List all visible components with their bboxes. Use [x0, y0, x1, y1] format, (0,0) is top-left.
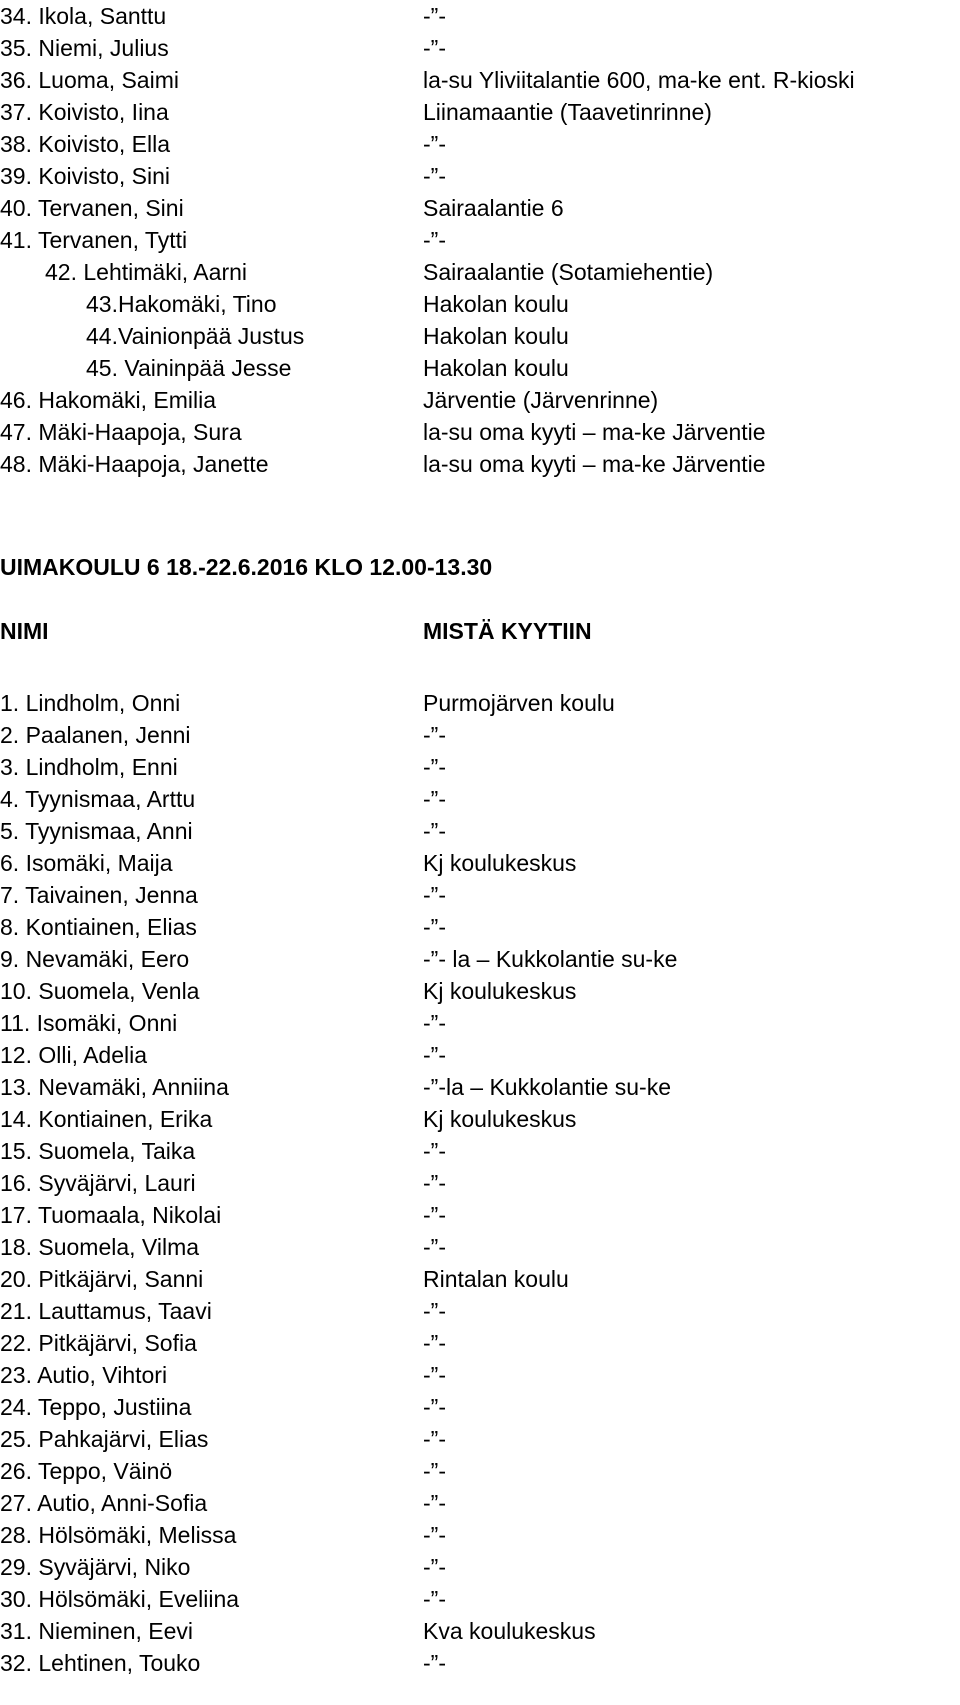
list-item: [0, 96, 960, 128]
pickup-place: Hakolan koulu: [423, 355, 569, 381]
person-name: 11. Isomäki, Onni: [0, 1010, 178, 1036]
list-item: [0, 32, 960, 64]
pickup-place: -”-: [423, 1170, 446, 1196]
list-item: [0, 1487, 960, 1519]
pickup-place: -”-: [423, 1234, 446, 1260]
pickup-place: -”-: [423, 1426, 446, 1452]
person-name: 34. Ikola, Santtu: [0, 3, 167, 29]
pickup-place: Sairaalantie 6: [423, 195, 564, 221]
person-name: 4. Tyynismaa, Arttu: [0, 786, 196, 812]
pickup-place: -”-: [423, 1042, 446, 1068]
person-name: 7. Taivainen, Jenna: [0, 882, 198, 908]
person-name: 36. Luoma, Saimi: [0, 67, 179, 93]
pickup-place: Kj koulukeskus: [423, 850, 577, 876]
pickup-place: Hakolan koulu: [423, 291, 569, 317]
pickup-place: -”-: [423, 754, 446, 780]
person-name: 9. Nevamäki, Eero: [0, 946, 190, 972]
list-item: [0, 1199, 960, 1231]
person-name: 22. Pitkäjärvi, Sofia: [0, 1330, 197, 1356]
list-item: [0, 1455, 960, 1487]
pickup-place: -”-: [423, 163, 446, 189]
pickup-place: -”-: [423, 722, 446, 748]
list-item: [0, 1423, 960, 1455]
person-name: 2. Paalanen, Jenni: [0, 722, 191, 748]
list-item: [0, 783, 960, 815]
pickup-place: -”-: [423, 1554, 446, 1580]
pickup-place: -”-: [423, 131, 446, 157]
list-item: [0, 1327, 960, 1359]
pickup-place: -”-: [423, 3, 446, 29]
pickup-place: -”-: [423, 1522, 446, 1548]
list-item: [0, 975, 960, 1007]
person-name: 26. Teppo, Väinö: [0, 1458, 173, 1484]
pickup-place: -”-: [423, 1394, 446, 1420]
list-item: [0, 1391, 960, 1423]
person-name: 25. Pahkajärvi, Elias: [0, 1426, 209, 1452]
list-item: [0, 224, 960, 256]
pickup-place: -”-: [423, 914, 446, 940]
pickup-place: -”-: [423, 818, 446, 844]
list-item: [0, 751, 960, 783]
list-item: [0, 1583, 960, 1615]
pickup-place: la-su Yliviitalantie 600, ma-ke ent. R-kioski: [423, 67, 855, 93]
list-item: [0, 687, 960, 719]
pickup-place: Sairaalantie (Sotamiehentie): [423, 259, 714, 285]
pickup-place: Järventie (Järvenrinne): [423, 387, 659, 413]
list-item: [0, 288, 960, 320]
person-name: 23. Autio, Vihtori: [0, 1362, 168, 1388]
person-name: 14. Kontiainen, Erika: [0, 1106, 213, 1132]
pickup-place: -”-: [423, 786, 446, 812]
person-name: 20. Pitkäjärvi, Sanni: [0, 1266, 204, 1292]
list-item: [0, 352, 960, 384]
list-item: [0, 1007, 960, 1039]
person-name: 37. Koivisto, Iina: [0, 99, 169, 125]
person-name: 41. Tervanen, Tytti: [0, 227, 188, 253]
person-name: 10. Suomela, Venla: [0, 978, 200, 1004]
person-name: 28. Hölsömäki, Melissa: [0, 1522, 237, 1548]
person-name: 39. Koivisto, Sini: [0, 163, 171, 189]
list-item: [0, 192, 960, 224]
person-name: 8. Kontiainen, Elias: [0, 914, 197, 940]
pickup-place: -”-: [423, 1330, 446, 1356]
list-item: [0, 1135, 960, 1167]
person-name: 24. Teppo, Justiina: [0, 1394, 192, 1420]
pickup-place: Rintalan koulu: [423, 1266, 569, 1292]
person-name: 35. Niemi, Julius: [0, 35, 169, 61]
list-item: [0, 1615, 960, 1647]
person-name: 42. Lehtimäki, Aarni: [45, 259, 248, 285]
list-item: [0, 384, 960, 416]
column-headers: [0, 615, 960, 647]
person-name: 21. Lauttamus, Taavi: [0, 1298, 212, 1324]
list-item: [0, 1647, 960, 1679]
list-item: [0, 1039, 960, 1071]
person-name: 46. Hakomäki, Emilia: [0, 387, 217, 413]
list-item: [0, 128, 960, 160]
list-item: [0, 911, 960, 943]
pickup-place: Kj koulukeskus: [423, 978, 577, 1004]
person-name: 29. Syväjärvi, Niko: [0, 1554, 191, 1580]
person-name: 5. Tyynismaa, Anni: [0, 818, 193, 844]
list-item: [0, 879, 960, 911]
person-name: 17. Tuomaala, Nikolai: [0, 1202, 222, 1228]
person-name: 6. Isomäki, Maija: [0, 850, 173, 876]
list-item: [0, 847, 960, 879]
pickup-place: -”-: [423, 227, 446, 253]
list-item: [0, 320, 960, 352]
pickup-place: Kj koulukeskus: [423, 1106, 577, 1132]
place-column-header: MISTÄ KYYTIIN: [423, 618, 592, 644]
list-item: [0, 1263, 960, 1295]
pickup-place: Purmojärven koulu: [423, 690, 615, 716]
pickup-place: -”-: [423, 1490, 446, 1516]
pickup-place: -”-: [423, 882, 446, 908]
list-item: [0, 943, 960, 975]
pickup-place: -”-: [423, 1650, 446, 1676]
pickup-place: -”- la – Kukkolantie su-ke: [423, 946, 678, 972]
pickup-place: la-su oma kyyti – ma-ke Järventie: [423, 451, 766, 477]
pickup-place: -”-: [423, 1010, 446, 1036]
person-name: 3. Lindholm, Enni: [0, 754, 178, 780]
person-name: 45. Vaininpää Jesse: [86, 355, 292, 381]
list-item: [0, 1519, 960, 1551]
person-name: 1. Lindholm, Onni: [0, 690, 181, 716]
list-item: [0, 416, 960, 448]
pickup-place: -”-: [423, 1458, 446, 1484]
list-item: [0, 256, 960, 288]
pickup-place: Liinamaantie (Taavetinrinne): [423, 99, 712, 125]
person-name: 12. Olli, Adelia: [0, 1042, 148, 1068]
list-item: [0, 448, 960, 480]
pickup-place: -”-la – Kukkolantie su-ke: [423, 1074, 671, 1100]
person-name: 16. Syväjärvi, Lauri: [0, 1170, 196, 1196]
person-name: 31. Nieminen, Eevi: [0, 1618, 194, 1644]
person-name: 15. Suomela, Taika: [0, 1138, 196, 1164]
person-name: 18. Suomela, Vilma: [0, 1234, 200, 1260]
person-name: 30. Hölsömäki, Eveliina: [0, 1586, 240, 1612]
person-name: 32. Lehtinen, Touko: [0, 1650, 201, 1676]
list-item: [0, 160, 960, 192]
list-item: [0, 815, 960, 847]
list-item: [0, 1071, 960, 1103]
person-name: 48. Mäki-Haapoja, Janette: [0, 451, 269, 477]
pickup-place: -”-: [423, 1298, 446, 1324]
person-name: 44.Vainionpää Justus: [86, 323, 305, 349]
pickup-place: -”-: [423, 35, 446, 61]
list-item: [0, 1231, 960, 1263]
person-name: 43.Hakomäki, Tino: [86, 291, 277, 317]
list-item: [0, 1295, 960, 1327]
person-name: 40. Tervanen, Sini: [0, 195, 184, 221]
person-name: 13. Nevamäki, Anniina: [0, 1074, 229, 1100]
pickup-place: -”-: [423, 1138, 446, 1164]
name-column-header: NIMI: [0, 618, 49, 644]
pickup-place: -”-: [423, 1202, 446, 1228]
pickup-place: Kva koulukeskus: [423, 1618, 596, 1644]
person-name: 38. Koivisto, Ella: [0, 131, 171, 157]
list-item: [0, 1167, 960, 1199]
pickup-place: -”-: [423, 1586, 446, 1612]
list-item: [0, 1551, 960, 1583]
pickup-place: la-su oma kyyti – ma-ke Järventie: [423, 419, 766, 445]
pickup-place: Hakolan koulu: [423, 323, 569, 349]
list-item: [0, 719, 960, 751]
person-name: 27. Autio, Anni-Sofia: [0, 1490, 208, 1516]
list-item: [0, 1103, 960, 1135]
list-item: [0, 0, 960, 32]
list-item: [0, 64, 960, 96]
section-title: UIMAKOULU 6 18.-22.6.2016 KLO 12.00-13.30: [0, 554, 493, 580]
list-item: [0, 1359, 960, 1391]
pickup-place: -”-: [423, 1362, 446, 1388]
person-name: 47. Mäki-Haapoja, Sura: [0, 419, 242, 445]
